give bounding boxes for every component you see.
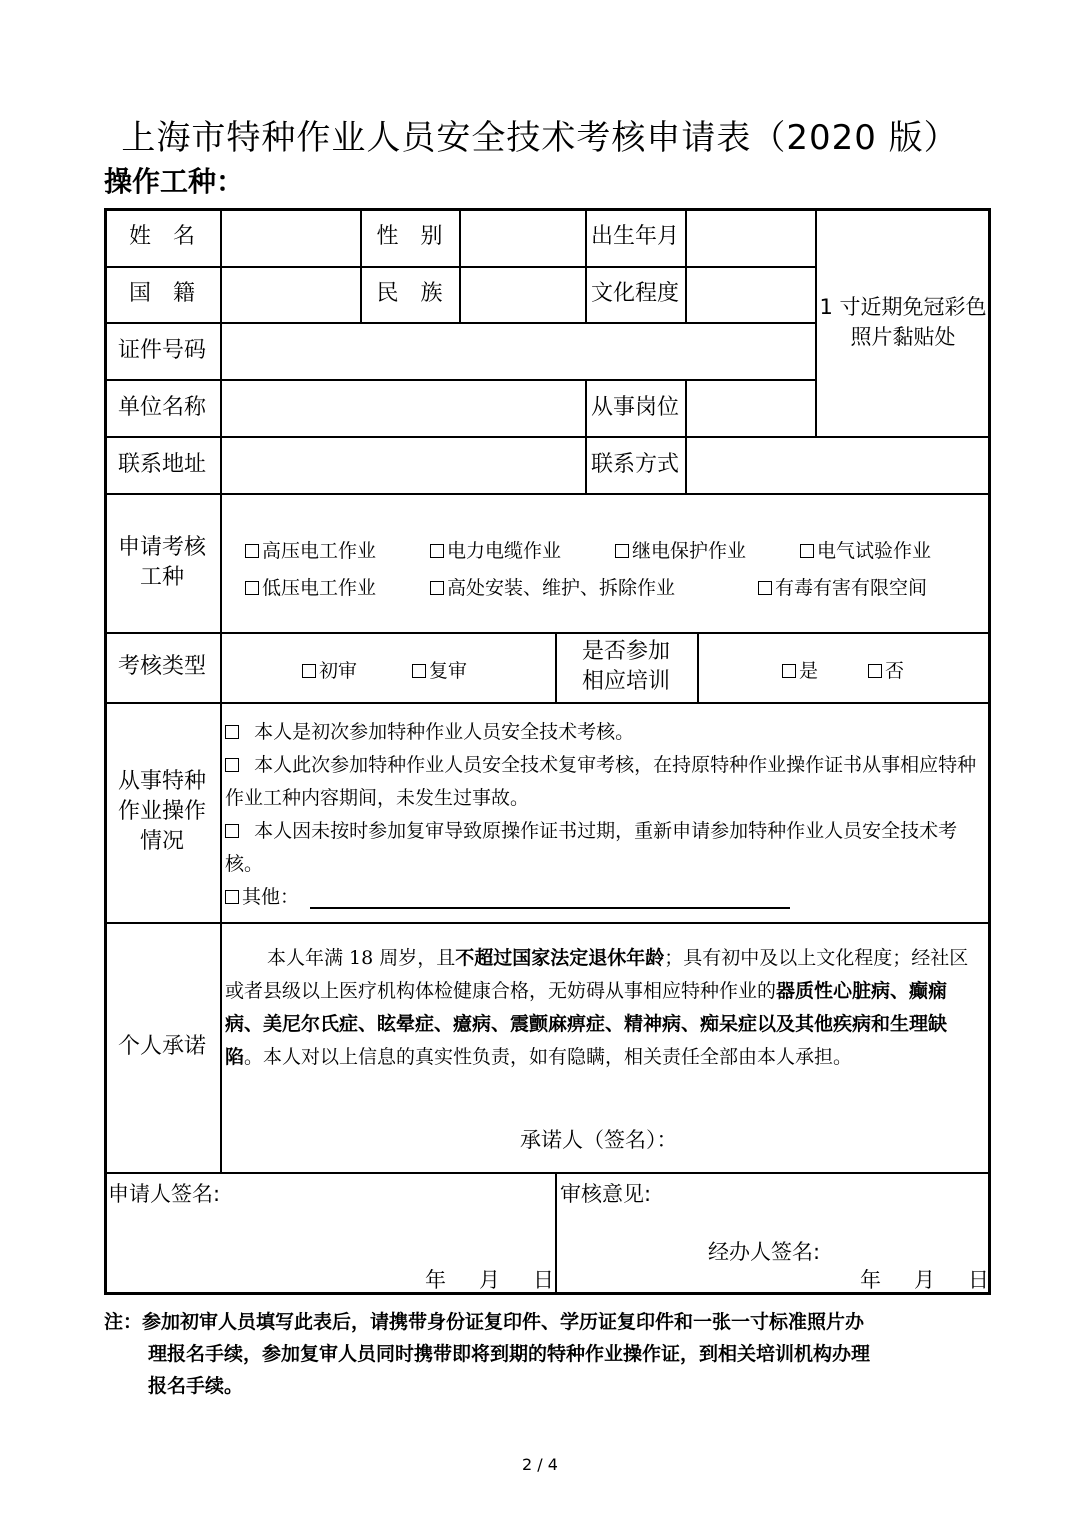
employer-input[interactable] xyxy=(222,381,584,435)
date-month-review: 月 xyxy=(914,1268,935,1292)
option-label: 高压电工作业 xyxy=(262,540,377,562)
contact-input[interactable] xyxy=(687,438,989,492)
option-label: 初审 xyxy=(319,660,358,682)
checkbox-icon xyxy=(225,725,239,739)
promise-signature-label: 承诺人（签名）： xyxy=(520,1128,678,1152)
label-education: 文化程度 xyxy=(590,281,679,306)
checkbox-icon xyxy=(245,544,259,558)
operation-type-label: 操作工种： xyxy=(104,165,245,198)
label-promise: 个人承诺 xyxy=(117,1034,206,1059)
option-label: 否 xyxy=(885,660,905,682)
checkbox-confined-space[interactable] xyxy=(758,573,927,600)
position-input[interactable] xyxy=(687,381,814,435)
checkbox-icon xyxy=(412,664,426,678)
applicant-signature-label: 申请人签名: xyxy=(108,1182,221,1206)
label-history: 从事特种作业操作情况 xyxy=(117,769,206,854)
checkbox-power-cable[interactable] xyxy=(430,536,561,563)
checkbox-hv-electric[interactable] xyxy=(245,536,376,563)
footnote xyxy=(104,1306,984,1402)
option-label: 复审 xyxy=(429,660,468,682)
address-input[interactable] xyxy=(222,438,584,492)
option-label: 低压电工作业 xyxy=(262,577,377,599)
option-label: 是 xyxy=(799,660,819,682)
checkbox-icon xyxy=(225,824,239,838)
label-id-number: 证件号码 xyxy=(117,337,206,363)
birth-input[interactable] xyxy=(687,210,814,265)
note-line-3: 报名手续。 xyxy=(148,1375,244,1397)
handler-signature-label: 经办人签名: xyxy=(708,1240,821,1264)
label-apply-types: 申请考核工种 xyxy=(117,534,206,590)
name-input[interactable] xyxy=(222,210,359,265)
education-input[interactable] xyxy=(687,268,814,321)
label-name: 姓 名 xyxy=(128,224,195,249)
option-label: 电力电缆作业 xyxy=(447,540,562,562)
history-option-2[interactable] xyxy=(225,749,980,815)
photo-placeholder: 1 寸近期免冠彩色照片黏贴处 xyxy=(819,295,987,349)
checkbox-initial[interactable] xyxy=(302,656,357,683)
checkbox-high-altitude[interactable] xyxy=(430,573,675,600)
history-option-text: 其他： xyxy=(242,886,300,908)
promise-bold-1: 不超过国家法定退休年龄 xyxy=(455,947,665,969)
checkbox-icon xyxy=(225,890,239,904)
label-employer: 单位名称 xyxy=(117,394,206,420)
applicant-signature-area[interactable] xyxy=(106,1205,554,1265)
history-option-text: 本人因未按时参加复审导致原操作证书过期，重新申请参加特种作业人员安全技术考核。 xyxy=(225,820,958,875)
checkbox-icon xyxy=(615,544,629,558)
option-label: 有毒有害有限空间 xyxy=(775,577,928,599)
promise-bold-2: 器质性心脏病、癫痫病、美尼尔氏症、眩晕症、癔病、震颤麻痹症、精神病、痴呆症以及其他疾病和生理缺陷 xyxy=(225,980,948,1068)
checkbox-icon xyxy=(245,581,259,595)
other-input-line[interactable] xyxy=(310,907,790,909)
checkbox-relay-protection[interactable] xyxy=(615,536,746,563)
note-line-1: 参加初审人员填写此表后，请携带身份证复印件、学历证复印件和一张一寸标准照片办 xyxy=(142,1311,865,1333)
checkbox-icon xyxy=(225,758,239,772)
ethnicity-input[interactable] xyxy=(461,268,584,321)
label-training: 是否参加相应培训 xyxy=(581,639,670,694)
checkbox-renewal[interactable] xyxy=(412,656,467,683)
promise-part-1: 本人年满 18 周岁，且 xyxy=(267,947,456,969)
date-year: 年 xyxy=(425,1268,446,1292)
promise-text xyxy=(225,942,985,1074)
label-gender: 性 别 xyxy=(376,224,443,249)
history-option-3[interactable] xyxy=(225,815,980,881)
checkbox-icon xyxy=(302,664,316,678)
note-prefix: 注： xyxy=(104,1311,143,1333)
date-month: 月 xyxy=(479,1268,500,1292)
nationality-input[interactable] xyxy=(222,268,359,321)
checkbox-icon xyxy=(782,664,796,678)
id-number-input[interactable] xyxy=(222,324,814,378)
option-label: 继电保护作业 xyxy=(632,540,747,562)
label-birth: 出生年月 xyxy=(590,224,679,249)
history-option-1[interactable] xyxy=(225,716,980,749)
checkbox-icon xyxy=(430,581,444,595)
review-opinion-area[interactable] xyxy=(557,1205,989,1235)
option-label: 高处安装、维护、拆除作业 xyxy=(447,577,676,599)
label-address: 联系地址 xyxy=(117,451,206,477)
label-nationality: 国 籍 xyxy=(128,281,195,306)
history-option-other[interactable] xyxy=(225,881,305,914)
checkbox-icon xyxy=(430,544,444,558)
checkbox-training-yes[interactable] xyxy=(782,656,818,683)
option-label: 电气试验作业 xyxy=(817,540,932,562)
checkbox-lv-electric[interactable] xyxy=(245,573,376,600)
date-day-review: 日 xyxy=(968,1268,989,1292)
checkbox-icon xyxy=(868,664,882,678)
promise-part-3: 。本人对以上信息的真实性负责，如有隐瞒，相关责任全部由本人承担。 xyxy=(244,1046,853,1068)
checkbox-electrical-test[interactable] xyxy=(800,536,931,563)
checkbox-training-no[interactable] xyxy=(868,656,904,683)
history-option-text: 本人此次参加特种作业人员安全技术复审考核，在持原特种作业操作证书从事相应特种作业工种内容期间，未发生过事故。 xyxy=(225,754,977,809)
label-exam-type: 考核类型 xyxy=(117,654,206,679)
form-title: 上海市特种作业人员安全技术考核申请表（2020 版） xyxy=(121,118,959,158)
checkbox-icon xyxy=(758,581,772,595)
date-day: 日 xyxy=(533,1268,554,1292)
note-line-2: 理报名手续，参加复审人员同时携带即将到期的特种作业操作证，到相关培训机构办理 xyxy=(148,1343,871,1365)
label-position: 从事岗位 xyxy=(590,394,679,420)
promise-part-2: ；具有初中及以上文化程度；经社区或者县级以上医疗机构体检健康合格，无妨碍从事相应特种作业的 xyxy=(225,947,969,1002)
gender-input[interactable] xyxy=(461,210,584,265)
checkbox-icon xyxy=(800,544,814,558)
review-opinion-label: 审核意见: xyxy=(560,1182,652,1206)
label-ethnicity: 民 族 xyxy=(376,281,443,306)
history-option-text: 本人是初次参加特种作业人员安全技术考核。 xyxy=(254,721,635,743)
date-year-review: 年 xyxy=(860,1268,881,1292)
label-contact: 联系方式 xyxy=(590,451,679,477)
page-number: 2 / 4 xyxy=(522,1455,558,1474)
